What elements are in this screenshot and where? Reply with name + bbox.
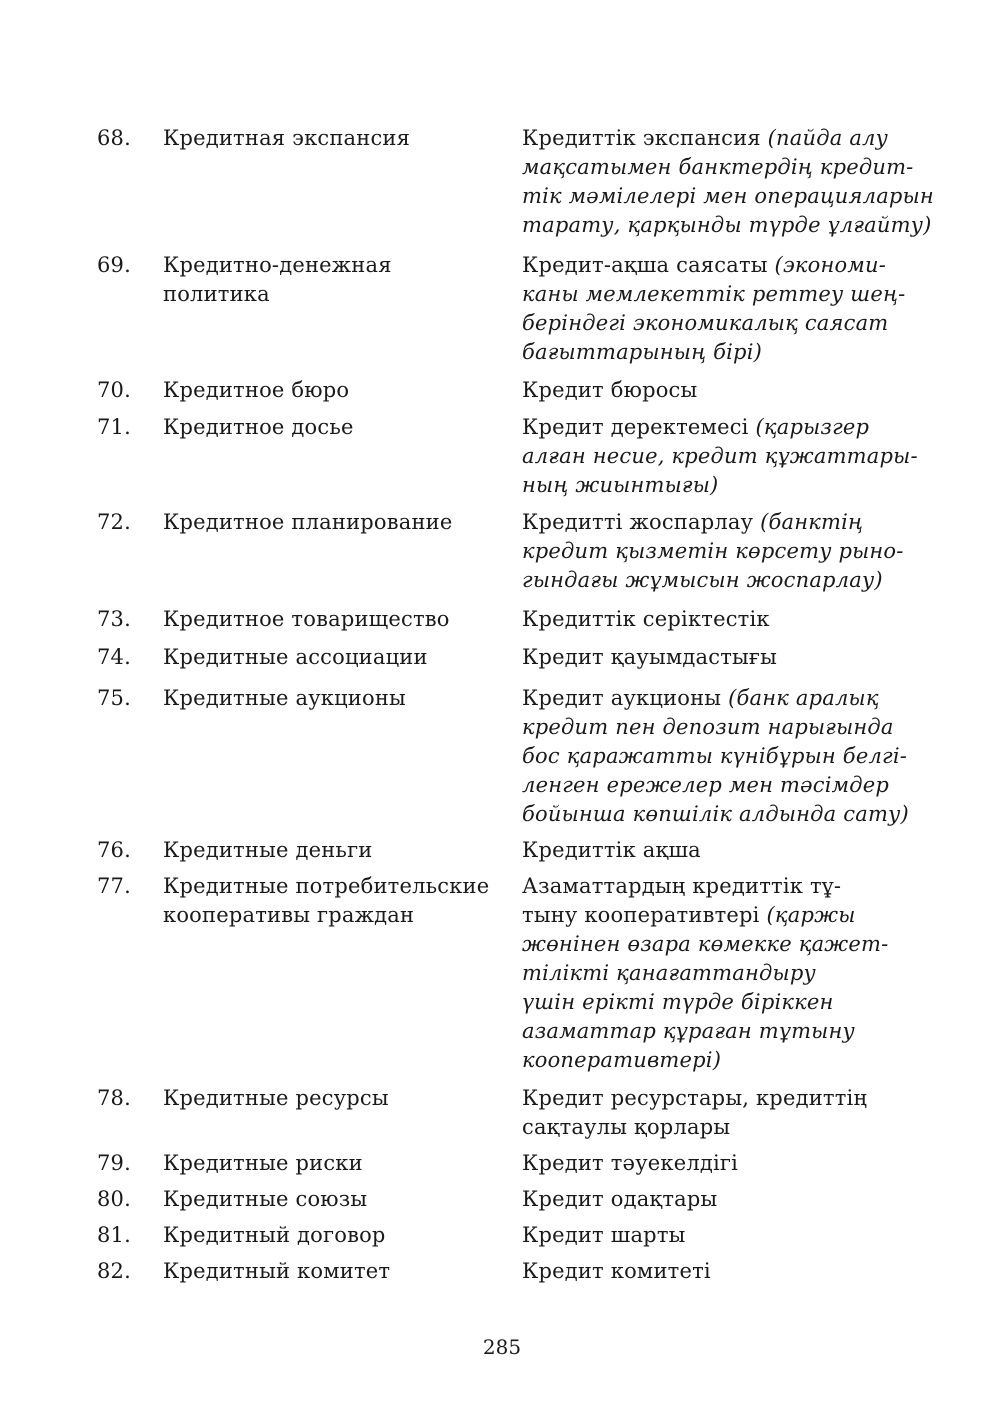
kazakh-term: Кредит аукционы — [522, 686, 729, 710]
kazakh-translation: Кредит аукционы (банк аралық кредит пен депозит нарығында бос қаражатты күнібұрын белгі- ленген ережелер мен тәсімдер бойынша көпшілік алдында сату) — [522, 686, 909, 826]
kazakh-term: Кредит тәуекелдігі — [522, 1151, 739, 1175]
entry-number: 75. — [97, 686, 131, 710]
kazakh-translation — [522, 605, 942, 634]
entry-number: 78. — [97, 1086, 131, 1110]
kazakh-translation: Кредиттік экспансия (пайда алу мақсатымен банктердің кредит- тік мәмілелері мен операцияларын тарату, қарқынды түрде ұлғайту) — [522, 126, 934, 237]
russian-term: Кредитное товарищество — [163, 607, 450, 631]
kazakh-term: Кредит ресурстары, кредиттің — [522, 1086, 868, 1110]
kazakh-translation: Кредит-ақша саясаты (экономи- каны мемлекеттік реттеу шең- беріндегі экономикалық саясат бағыттарының бірі) — [522, 253, 906, 364]
entry-number: 72. — [97, 510, 131, 534]
kazakh-term: Кредит бюросы — [522, 378, 698, 402]
russian-term: Кредитные аукционы — [163, 686, 406, 710]
kazakh-term: Кредит деректемесі — [522, 415, 756, 439]
russian-term: Кредитные союзы — [163, 1187, 368, 1211]
russian-term: Кредитные ассоциации — [163, 645, 428, 669]
russian-term: Кредитные деньги — [163, 838, 373, 862]
kazakh-translation: Азаматтардың кредиттік тұ- тыну кооперативтері (қаржы жөнінен өзара көмекке қажет- тілікті қанағаттандыру үшін ерікті түрде біріккен азаматтар құраған тұтыну кооперативтері) — [522, 872, 942, 1075]
kazakh-translation — [522, 1221, 942, 1250]
kazakh-translation — [522, 1257, 942, 1286]
russian-term: Кредитный договор — [163, 1223, 386, 1247]
entry-number: 76. — [97, 838, 131, 862]
kazakh-term-continued: сақтаулы қорлары — [522, 1115, 731, 1139]
kazakh-term: Кредит шарты — [522, 1223, 686, 1247]
russian-term: Кредитная экспансия — [163, 126, 411, 150]
kazakh-term: Кредит-ақша саясаты — [522, 253, 775, 277]
kazakh-translation: Кредитті жоспарлау (банктің кредит қызметін көрсету рыно- гындағы жұмысын жоспарлау) — [522, 510, 904, 592]
kazakh-term: Кредитті жоспарлау — [522, 510, 761, 534]
russian-term: Кредитные потребительские кооперативы граждан — [163, 874, 490, 927]
kazakh-term: Кредит комитеті — [522, 1259, 711, 1283]
page-number: 285 — [482, 1335, 522, 1359]
russian-term: Кредитные риски — [163, 1151, 363, 1175]
entry-number: 77. — [97, 874, 131, 898]
entry-number: 81. — [97, 1223, 131, 1247]
kazakh-translation — [522, 643, 942, 672]
kazakh-translation: Кредит деректемесі (қарызгер алған несие, кредит құжаттары- ның жиынтығы) — [522, 415, 918, 497]
entry-number: 73. — [97, 607, 131, 631]
entry-number: 69. — [97, 253, 131, 277]
kazakh-term: Кредиттік ақша — [522, 838, 701, 862]
kazakh-term: Кредиттік экспансия — [522, 126, 768, 150]
kazakh-explanation: (пайда алу — [767, 126, 888, 150]
kazakh-translation — [522, 376, 942, 405]
russian-term: Кредитное досье — [163, 415, 354, 439]
kazakh-term-continued: тыну кооперативтері — [522, 903, 767, 927]
kazakh-term: Азаматтардың кредиттік тұ- — [522, 874, 842, 898]
russian-term: Кредитно-денежная политика — [163, 253, 392, 306]
kazakh-translation — [522, 1149, 942, 1178]
entry-number: 70. — [97, 378, 131, 402]
entry-number: 82. — [97, 1259, 131, 1283]
kazakh-explanation: (қаржы — [766, 903, 856, 927]
entry-number: 74. — [97, 645, 131, 669]
entry-number: 79. — [97, 1151, 131, 1175]
kazakh-explanation: (экономи- — [774, 253, 886, 277]
kazakh-explanation: (банктің — [760, 510, 864, 534]
entry-number: 68. — [97, 126, 131, 150]
russian-term: Кредитный комитет — [163, 1259, 391, 1283]
entry-number: 71. — [97, 415, 131, 439]
kazakh-translation — [522, 1185, 942, 1214]
kazakh-term: Кредит қауымдастығы — [522, 645, 778, 669]
russian-term: Кредитное планирование — [163, 510, 453, 534]
russian-term: Кредитные ресурсы — [163, 1086, 389, 1110]
kazakh-translation — [522, 836, 942, 865]
russian-term: Кредитное бюро — [163, 378, 350, 402]
kazakh-term: Кредит одақтары — [522, 1187, 718, 1211]
kazakh-translation — [522, 1084, 942, 1142]
kazakh-explanation: (қарызгер — [755, 415, 870, 439]
kazakh-term: Кредиттік серіктестік — [522, 607, 770, 631]
kazakh-explanation: (банк аралық — [728, 686, 879, 710]
entry-number: 80. — [97, 1187, 131, 1211]
